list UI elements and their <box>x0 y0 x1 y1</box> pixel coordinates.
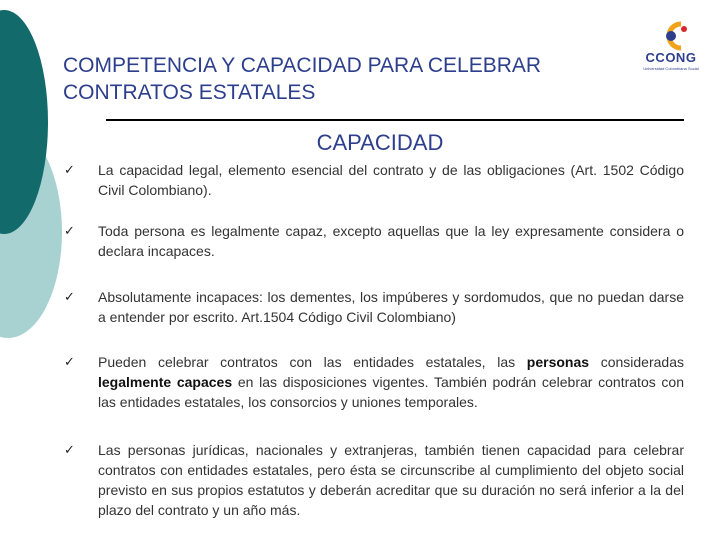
logo-emblem-icon <box>640 18 702 54</box>
logo-name: CCONG <box>645 50 697 65</box>
bullet-text: Absolutamente incapaces: los dementes, los impúberes y sordomudos, que no puedan darse a entender por escrito. Art.1504 Código Civil Colombiano) <box>98 289 684 325</box>
ccong-logo <box>640 18 702 78</box>
check-icon: ✓ <box>64 223 75 238</box>
bullet-item <box>64 221 684 261</box>
bullet-text-part: consideradas <box>589 354 684 370</box>
check-icon: ✓ <box>64 442 75 457</box>
bullet-item <box>64 352 684 412</box>
bullet-bold-text: legalmente capaces <box>98 374 233 390</box>
bullet-text-part: Pueden celebrar contratos con las entidades estatales, las <box>98 354 527 370</box>
bullet-text: Las personas jurídicas, nacionales y extranjeras, también tienen capacidad para celebrar contratos con entidades estatales, pero ésta se circunscribe al cumplimiento del objeto social previsto en sus propios estatutos y deberán acreditar que su duración no será inferior a la del plazo del contrato y un año más. <box>98 442 684 518</box>
bullet-item <box>64 287 684 327</box>
bullet-text: Toda persona es legalmente capaz, excepto aquellas que la ley expresamente considera o declara incapaces. <box>98 223 684 259</box>
bullet-item <box>64 440 684 520</box>
bullet-text-part: en las disposiciones vigentes. También podrán celebrar contratos con las entidades estatales, los consorcios y uniones temporales. <box>98 374 685 410</box>
bullet-item <box>64 160 684 200</box>
slide-title: COMPETENCIA Y CAPACIDAD PARA CELEBRAR CONTRATOS ESTATALES <box>63 54 542 104</box>
check-icon: ✓ <box>64 289 75 304</box>
bullet-bold-text: personas <box>526 354 590 370</box>
bullet-list <box>64 160 684 520</box>
section-subtitle: CAPACIDAD <box>316 130 444 155</box>
title-divider <box>106 119 684 121</box>
bullet-text: La capacidad legal, elemento esencial del contrato y de las obligaciones (Art. 1502 Código Civil Colombiano). <box>98 162 684 198</box>
check-icon: ✓ <box>64 162 75 177</box>
bullet-text <box>98 354 684 410</box>
logo-tagline: Universidad Colombiana Social <box>643 66 699 71</box>
check-icon: ✓ <box>64 354 75 369</box>
